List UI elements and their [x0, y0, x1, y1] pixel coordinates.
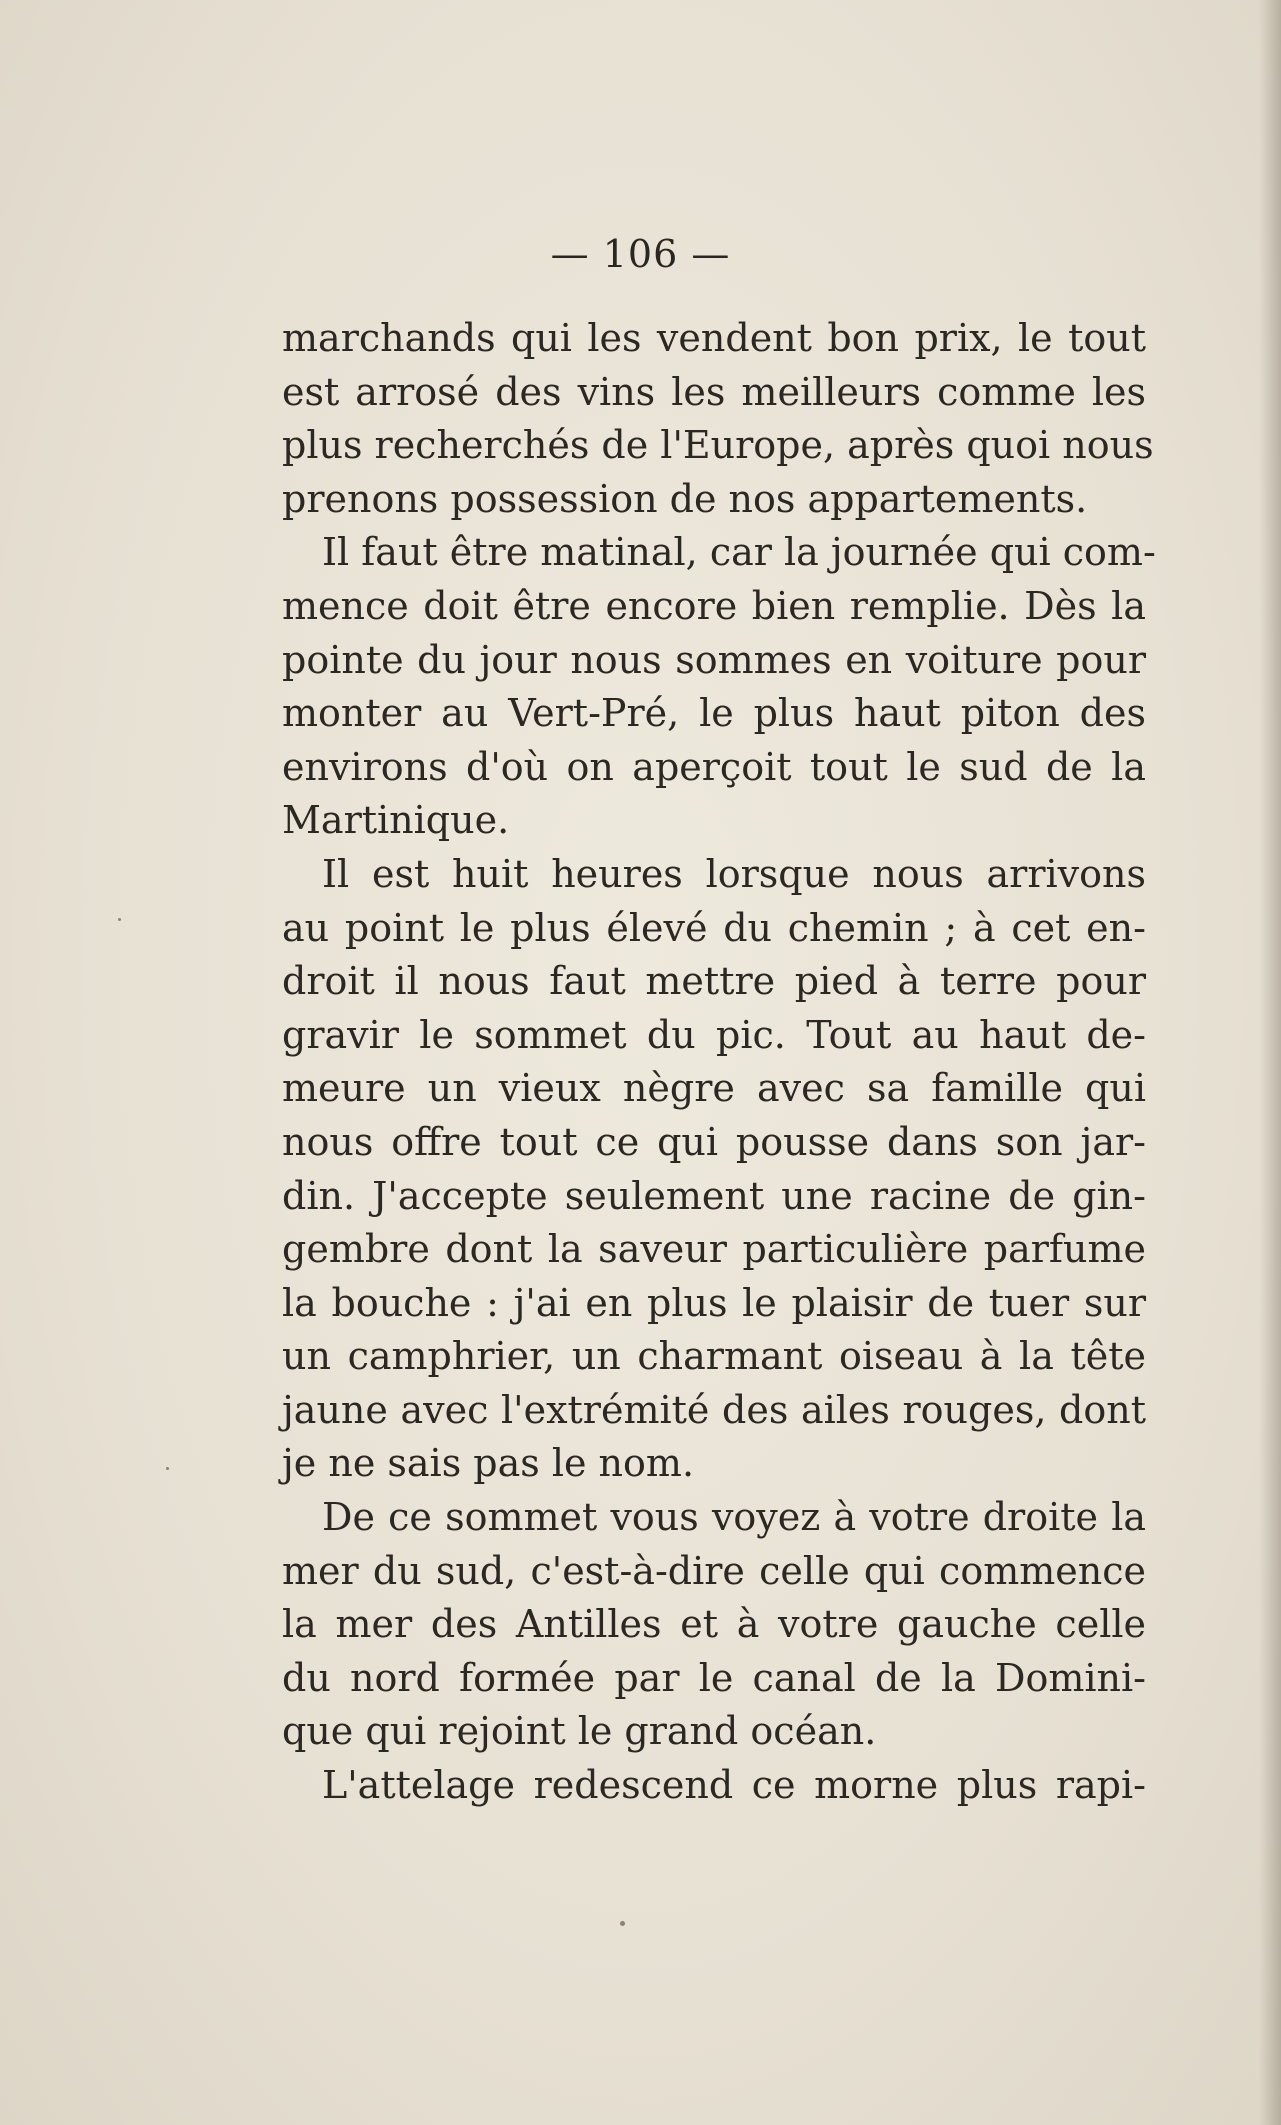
- text-line: gembre dont la saveur particulière parfume: [282, 1227, 1146, 1272]
- text-line: un camphrier, un charmant oiseau à la tête: [282, 1334, 1146, 1379]
- text-line: De ce sommet vous voyez à votre droite la: [322, 1495, 1146, 1540]
- text-line: pointe du jour nous sommes en voiture pour: [282, 637, 1146, 682]
- text-line: Martinique.: [282, 798, 510, 843]
- text-line: meure un vieux nègre avec sa famille qui: [282, 1066, 1146, 1111]
- text-line: que qui rejoint le grand océan.: [282, 1709, 877, 1754]
- text-line: Il faut être matinal, car la journée qui com-: [322, 530, 1156, 575]
- text-line: du nord formée par le canal de la Domini-: [282, 1655, 1146, 1700]
- body-text: [282, 312, 1156, 1813]
- text-line: mer du sud, c'est-à-dire celle qui commence: [282, 1548, 1146, 1593]
- paper-speck: [118, 918, 121, 921]
- text-line: din. J'accepte seulement une racine de gin-: [282, 1173, 1146, 1218]
- paper-speck: [166, 1467, 169, 1470]
- text-line: gravir le sommet du pic. Tout au haut de-: [282, 1012, 1146, 1057]
- text-line: la mer des Antilles et à votre gauche celle: [282, 1602, 1146, 1647]
- text-line: je ne sais pas le nom.: [282, 1441, 695, 1486]
- text-line: plus recherchés de l'Europe, après quoi nous: [282, 423, 1154, 468]
- text-line: marchands qui les vendent bon prix, le tout: [282, 316, 1146, 360]
- text-line: la bouche : j'ai en plus le plaisir de tuer sur: [282, 1280, 1146, 1325]
- text-line: monter au Vert-Pré, le plus haut piton des: [282, 691, 1146, 736]
- text-line: au point le plus élevé du chemin ; à cet en-: [282, 905, 1146, 950]
- text-line: nous offre tout ce qui pousse dans son jar-: [282, 1119, 1146, 1164]
- page-gutter-shadow: [1259, 0, 1281, 2125]
- text-line: Il est huit heures lorsque nous arrivons: [322, 851, 1146, 896]
- text-line: L'attelage redescend ce morne plus rapi-: [322, 1763, 1146, 1808]
- text-line: jaune avec l'extrémité des ailes rouges, dont: [282, 1387, 1146, 1432]
- page-number: — 106 —: [550, 232, 731, 276]
- text-line: mence doit être encore bien remplie. Dès la: [282, 583, 1146, 628]
- text-line: prenons possession de nos appartements.: [282, 476, 1088, 521]
- text-line: est arrosé des vins les meilleurs comme les: [282, 369, 1146, 414]
- paper-speck: [620, 1921, 625, 1926]
- text-line: droit il nous faut mettre pied à terre pour: [282, 959, 1146, 1004]
- text-line: environs d'où on aperçoit tout le sud de la: [282, 744, 1146, 789]
